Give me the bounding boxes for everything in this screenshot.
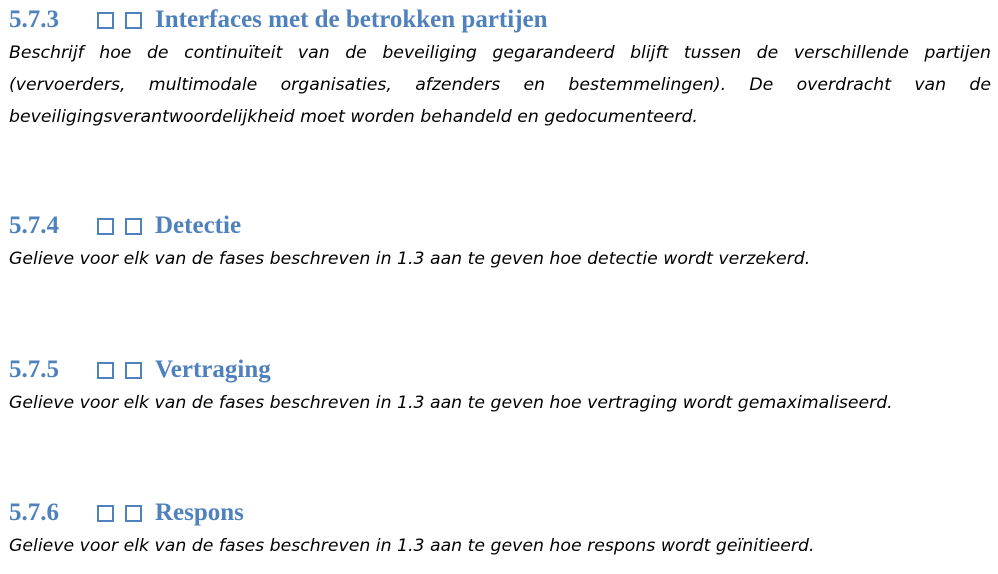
section-heading (9, 353, 991, 387)
section-number: 5.7.4 (9, 212, 59, 239)
section-heading (9, 496, 991, 530)
checkbox-icon[interactable] (125, 505, 142, 522)
section-heading (9, 3, 991, 37)
section-title: Vertraging (155, 356, 271, 383)
checkbox-icon[interactable] (125, 218, 142, 235)
section-title: Detectie (155, 212, 242, 239)
section-body: Gelieve voor elk van de fases beschreven in 1.3 aan te geven hoe vertraging wordt gemaximaliseerd. (9, 393, 893, 413)
section-number: 5.7.6 (9, 499, 59, 526)
section-5-7-4 (9, 209, 991, 275)
section-number: 5.7.3 (9, 6, 59, 33)
section-body: Beschrijf hoe de continuïteit van de beveiliging gegarandeerd blijft tussen de verschillende partijen (vervoerders, multimodale organisaties, afzenders en bestemmelingen). De overdracht van de beveiligingsverantwoordelijkheid moet worden behandeld en gedocumenteerd. (9, 43, 991, 127)
section-title: Interfaces met de betrokken partijen (155, 6, 548, 33)
section-body: Gelieve voor elk van de fases beschreven in 1.3 aan te geven hoe respons wordt geïnitieerd. (9, 536, 815, 556)
checkbox-icon[interactable] (97, 362, 114, 379)
section-5-7-5 (9, 353, 991, 419)
section-body: Gelieve voor elk van de fases beschreven in 1.3 aan te geven hoe detectie wordt verzekerd. (9, 249, 811, 269)
checkbox-icon[interactable] (97, 218, 114, 235)
checkbox-icon[interactable] (125, 362, 142, 379)
section-number: 5.7.5 (9, 356, 59, 383)
section-heading (9, 209, 991, 243)
section-title: Respons (155, 499, 244, 526)
checkbox-icon[interactable] (97, 12, 114, 29)
checkbox-icon[interactable] (97, 505, 114, 522)
section-5-7-3 (9, 3, 991, 133)
checkbox-icon[interactable] (125, 12, 142, 29)
section-5-7-6 (9, 496, 991, 562)
